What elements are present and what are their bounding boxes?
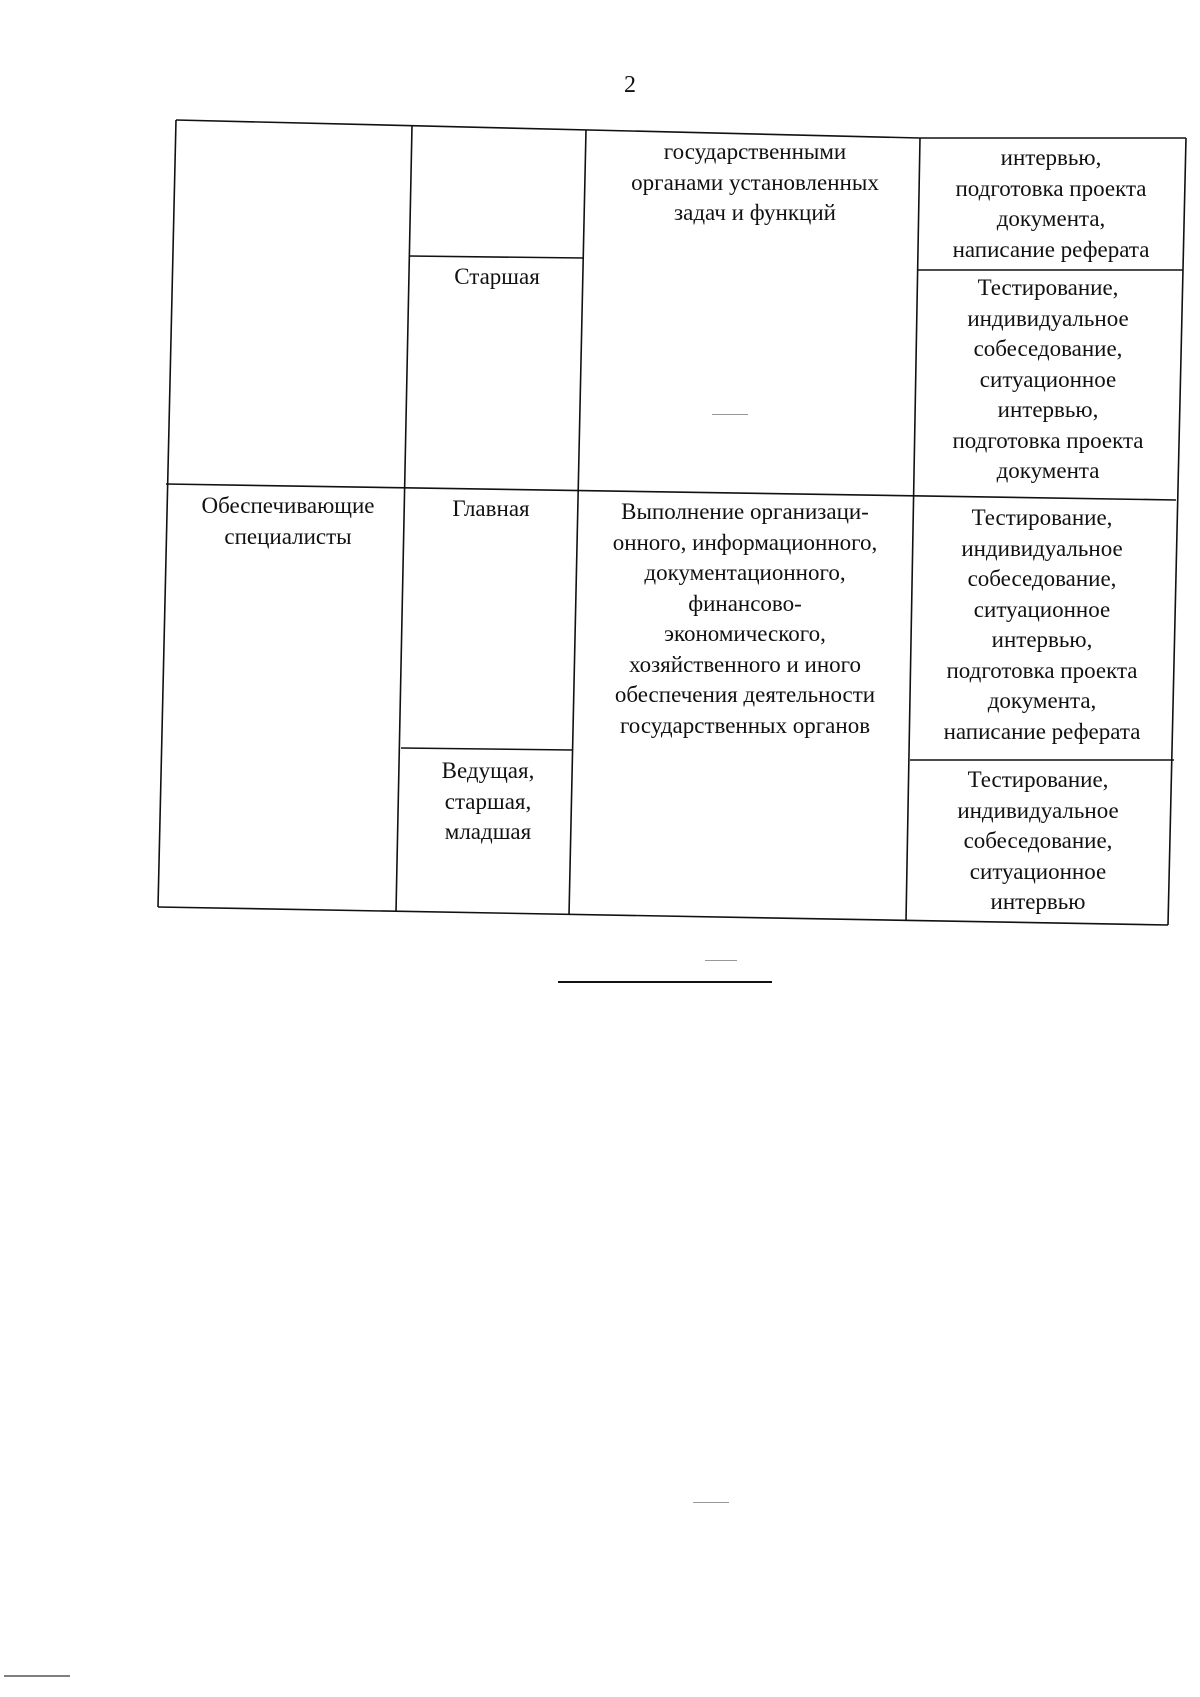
- table-cell-level: Старшая: [454, 264, 540, 289]
- scan-speck: [705, 960, 737, 961]
- table-cell-requirements: государственными органами установленных задач и функций: [631, 139, 879, 225]
- table-cell-level: Главная: [452, 496, 530, 521]
- table-top-border: [176, 120, 920, 138]
- table-cell-requirements: Выполнение организаци- онного, информационного, документационного, финансово- экономического, хозяйственного и иного обеспечения деятельности государственных органов: [612, 499, 878, 738]
- table-cell-methods: интервью, подготовка проекта документа, написание реферата: [952, 145, 1150, 262]
- scan-speck: [693, 1502, 729, 1503]
- table-cell-methods: Тестирование, индивидуальное собеседование, ситуационное интервью, подготовка проекта документа: [952, 275, 1144, 483]
- table-cell-level: Ведущая, старшая, младшая: [441, 758, 535, 844]
- table-cell-group: Обеспечивающие специалисты: [201, 493, 375, 549]
- table-cell-methods: Тестирование, индивидуальное собеседование, ситуационное интервью, подготовка проекта документа, написание реферата: [943, 505, 1141, 744]
- page-number: 2: [624, 72, 636, 98]
- scan-speck: [712, 414, 748, 415]
- table-row-divider-level-1: [409, 256, 584, 258]
- table-cell-methods: Тестирование, индивидуальное собеседование, ситуационное интервью: [957, 767, 1119, 914]
- table-row-divider-level-2: [401, 748, 573, 750]
